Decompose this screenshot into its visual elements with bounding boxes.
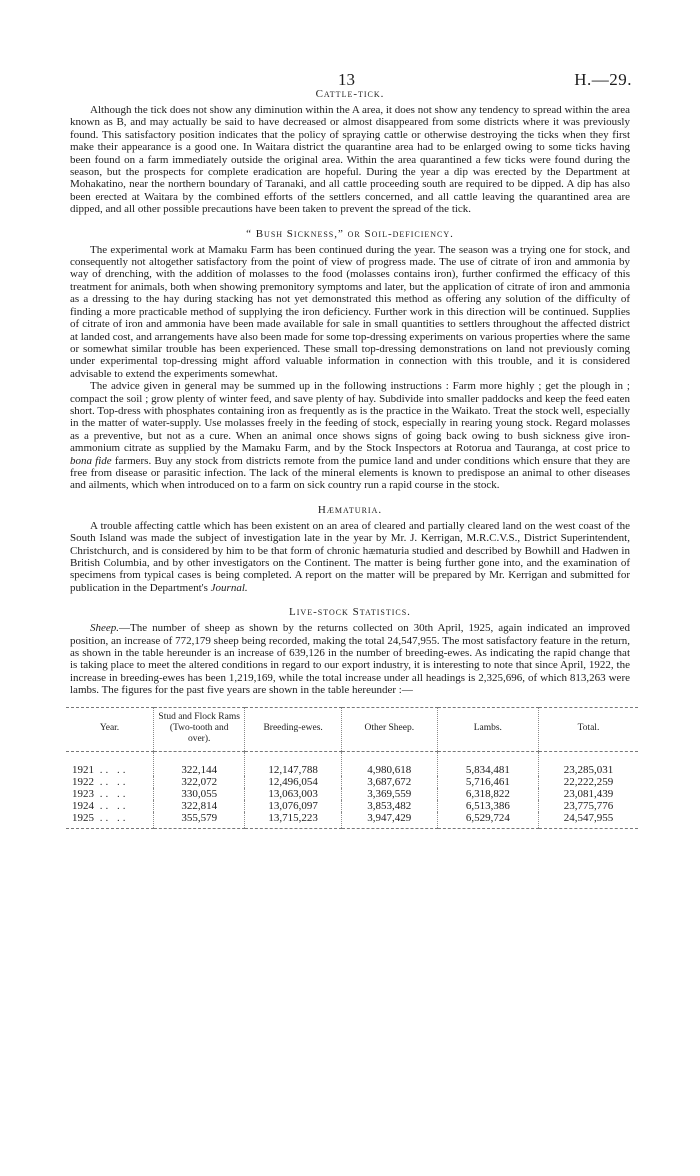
section-title-bush-sickness: “ Bush Sickness,” or Soil-deficiency. [246,227,454,240]
journal-italic: Journal. [210,581,248,594]
lambs-cell: 6,529,724 [437,812,538,829]
year-cell [66,776,154,788]
other-sheep-cell: 4,980,618 [341,751,437,776]
document-page [70,62,630,829]
table-row [66,788,638,800]
year-cell [66,812,154,829]
leader-dots: .. .. [94,799,129,812]
livestock-text: —The number of sheep as shown by the returns collected on 30th April, 1925, again indicated an improved position, an increase of 772,179 sheep being recorded, making the total 24,547,955. The most satisfactory feature in the return, as shown in the table hereunder is an increase of 639,126 in the number of breeding-ewes. As indicating the rapid change that is taking place to meet the altered conditions in regard to our export industry, it is interesting to note that since April, 1922, the increase in breeding-ewes has been 1,219,169, while the total increase under all headings is 2,325,696, of which 813,263 were lambs. The figures for the past five years are shown in the table hereunder :— [70,622,630,697]
document-reference: H.—29. [574,70,632,89]
other-sheep-cell: 3,947,429 [341,812,437,829]
table-row [66,751,638,776]
rams-cell: 355,579 [154,812,245,829]
haematuria-text: A trouble affecting cattle which has been existent on an area of cleared and partially cleared land on the west coast of the South Island was made the subject of investigation late in the year by Mr. J. Kerrigan, M.R.C.V.S., District Superintendent, Christchurch, and is considered by him to be that form of chronic hæmaturia studied and described by Bowhill and Hadwen in British Columbia, and by other investigators on the Continent. The matter is being further gone into, and the examination of specimens from typical cases is being completed. A report on the matter will be prepared by Mr. Kerrigan and submitted for publication in the Department's [70,519,630,594]
haematuria-paragraph [70,520,630,594]
header-year: Year. [66,707,154,751]
breeding-ewes-cell: 13,063,003 [245,788,342,800]
advice-text-tail: farmers. Buy any stock from districts remote from the pumice land and under conditions which ensure that they are free from disease or parasitic infection. The lack of the mineral elements is known to predispose an animal to other diseases and ailments, which when introduced on to a farm on sick country run a rapid course in the stock. [70,454,631,492]
breeding-ewes-cell: 13,076,097 [245,800,342,812]
breeding-ewes-cell: 12,147,788 [245,751,342,776]
header-total: Total. [538,707,638,751]
rams-cell: 330,055 [154,788,245,800]
total-cell: 23,081,439 [538,788,638,800]
section-title-cattle-tick: Cattle-tick. [315,88,385,100]
bush-sickness-paragraph-2 [70,380,630,492]
year-cell [66,800,154,812]
year-cell [66,751,154,776]
bush-sickness-paragraph-1: The experimental work at Mamaku Farm has been continued during the year. The season was a trying one for stock, and consequently not altogether satisfactory from the point of view of progress made. The use of citrate of iron and ammonia by way of drenching, with the addition of molasses to the food (molasses contains iron), further confirmed the efficacy of this treatment for animals, both when showing premonitory symptoms and later, but the application of citrate of iron and ammonia as a dressing to the hay during stacking has not yet demonstrated this method as offering any solution of the difficulty of finding a more practicable method of supplying the iron deficiency. Further work in this direction will be continued. Supplies of citrate of iron and ammonia have been made available for sale in small quantities to settlers throughout the affected district at landed cost, and arrangements have also been made for some top-dressing experiments on various properties where the same or somewhat similar trouble has been experienced. These small top-dressing demonstrations on land not previously coming under experimental top-dressing might afford valuable information in connection with this trouble, and it is considered advisable to extend the experiments somewhat. [70,243,630,380]
leader-dots: .. .. [94,763,129,776]
lambs-cell: 6,513,386 [437,800,538,812]
total-cell: 23,285,031 [538,751,638,776]
total-cell: 24,547,955 [538,812,638,829]
advice-text: The advice given in general may be summed up in the following instructions : Farm more highly ; get the plough in ; compact the soil ; grow plenty of winter feed, and save plenty of hay. Subdivide into smaller paddocks and keep the feed eaten short. Top-dress with phosphates containing iron as frequently as is the practice in the Waikato. Treat the stock well, especially in the matter of water-supply. Use molasses freely in the feeding of stock, especially in rearing young stock. Regard molasses as a preventive, but not as a cure. When an animal once shows signs of going back owing to bush sickness give iron-ammonium citrate as supplied by the Mamaku Farm, and by the Stock Inspectors at Rotorua and Tauranga, at cost price to [70,380,630,455]
other-sheep-cell: 3,687,672 [341,776,437,788]
other-sheep-cell: 3,853,482 [341,800,437,812]
total-cell: 22,222,259 [538,776,638,788]
lambs-cell: 6,318,822 [437,788,538,800]
header-rams: Stud and Flock Rams (Two-tooth and over). [154,707,245,751]
breeding-ewes-cell: 13,715,223 [245,812,342,829]
breeding-ewes-cell: 12,496,054 [245,776,342,788]
year-value: 1921 [72,763,94,776]
header-breeding-ewes: Breeding-ewes. [245,707,342,751]
table-row [66,800,638,812]
livestock-paragraph [70,622,630,696]
year-cell [66,788,154,800]
other-sheep-cell: 3,369,559 [341,788,437,800]
sheep-lead: Sheep. [90,622,120,635]
rams-cell: 322,144 [154,751,245,776]
rams-cell: 322,814 [154,800,245,812]
page-number: 13 [338,70,355,89]
page-header [70,62,630,88]
header-other-sheep: Other Sheep. [341,707,437,751]
year-value: 1922 [72,775,94,788]
year-value: 1924 [72,799,94,812]
header-lambs: Lambs. [437,707,538,751]
table-header-row [66,707,638,751]
year-value: 1925 [72,811,94,824]
rams-cell: 322,072 [154,776,245,788]
section-title-haematuria: Hæmaturia. [317,503,383,516]
leader-dots: .. .. [94,811,129,824]
leader-dots: .. .. [94,787,129,800]
bona-fide-italic: bona fide [70,454,112,467]
lambs-cell: 5,716,461 [437,776,538,788]
year-value: 1923 [72,787,94,800]
total-cell: 23,775,776 [538,800,638,812]
leader-dots: .. .. [94,775,129,788]
lambs-cell: 5,834,481 [437,751,538,776]
cattle-tick-paragraph: Although the tick does not show any diminution within the A area, it does not show any tendency to spread within the area known as B, and may actually be said to have decreased or almost disappeared from some districts where it was previously found. This satisfactory position indicates that the policy of spraying cattle or otherwise destroying the ticks when they first make their appearance is a good one. In Waitara district the quarantine area had to be enlarged owing to some ticks having been found on a farm immediately outside the original area. Within the area quarantined a few ticks were found during the season, but the prospects for complete eradication are hopeful. During the year a dip was erected by the Department at Mohakatino, near the northern boundary of Taranaki, and all cattle proceeding south are required to be dipped. A dip has also been erected at Waitara by the combined efforts of the settlers concerned, and all cattle leaving the quarantined area are dipped, and all other possible precautions have been taken to prevent the spread of the tick. [70,104,630,216]
sheep-statistics-table [66,707,638,829]
table-row [66,776,638,788]
table-row [66,812,638,829]
section-title-livestock: Live-stock Statistics. [289,606,411,619]
